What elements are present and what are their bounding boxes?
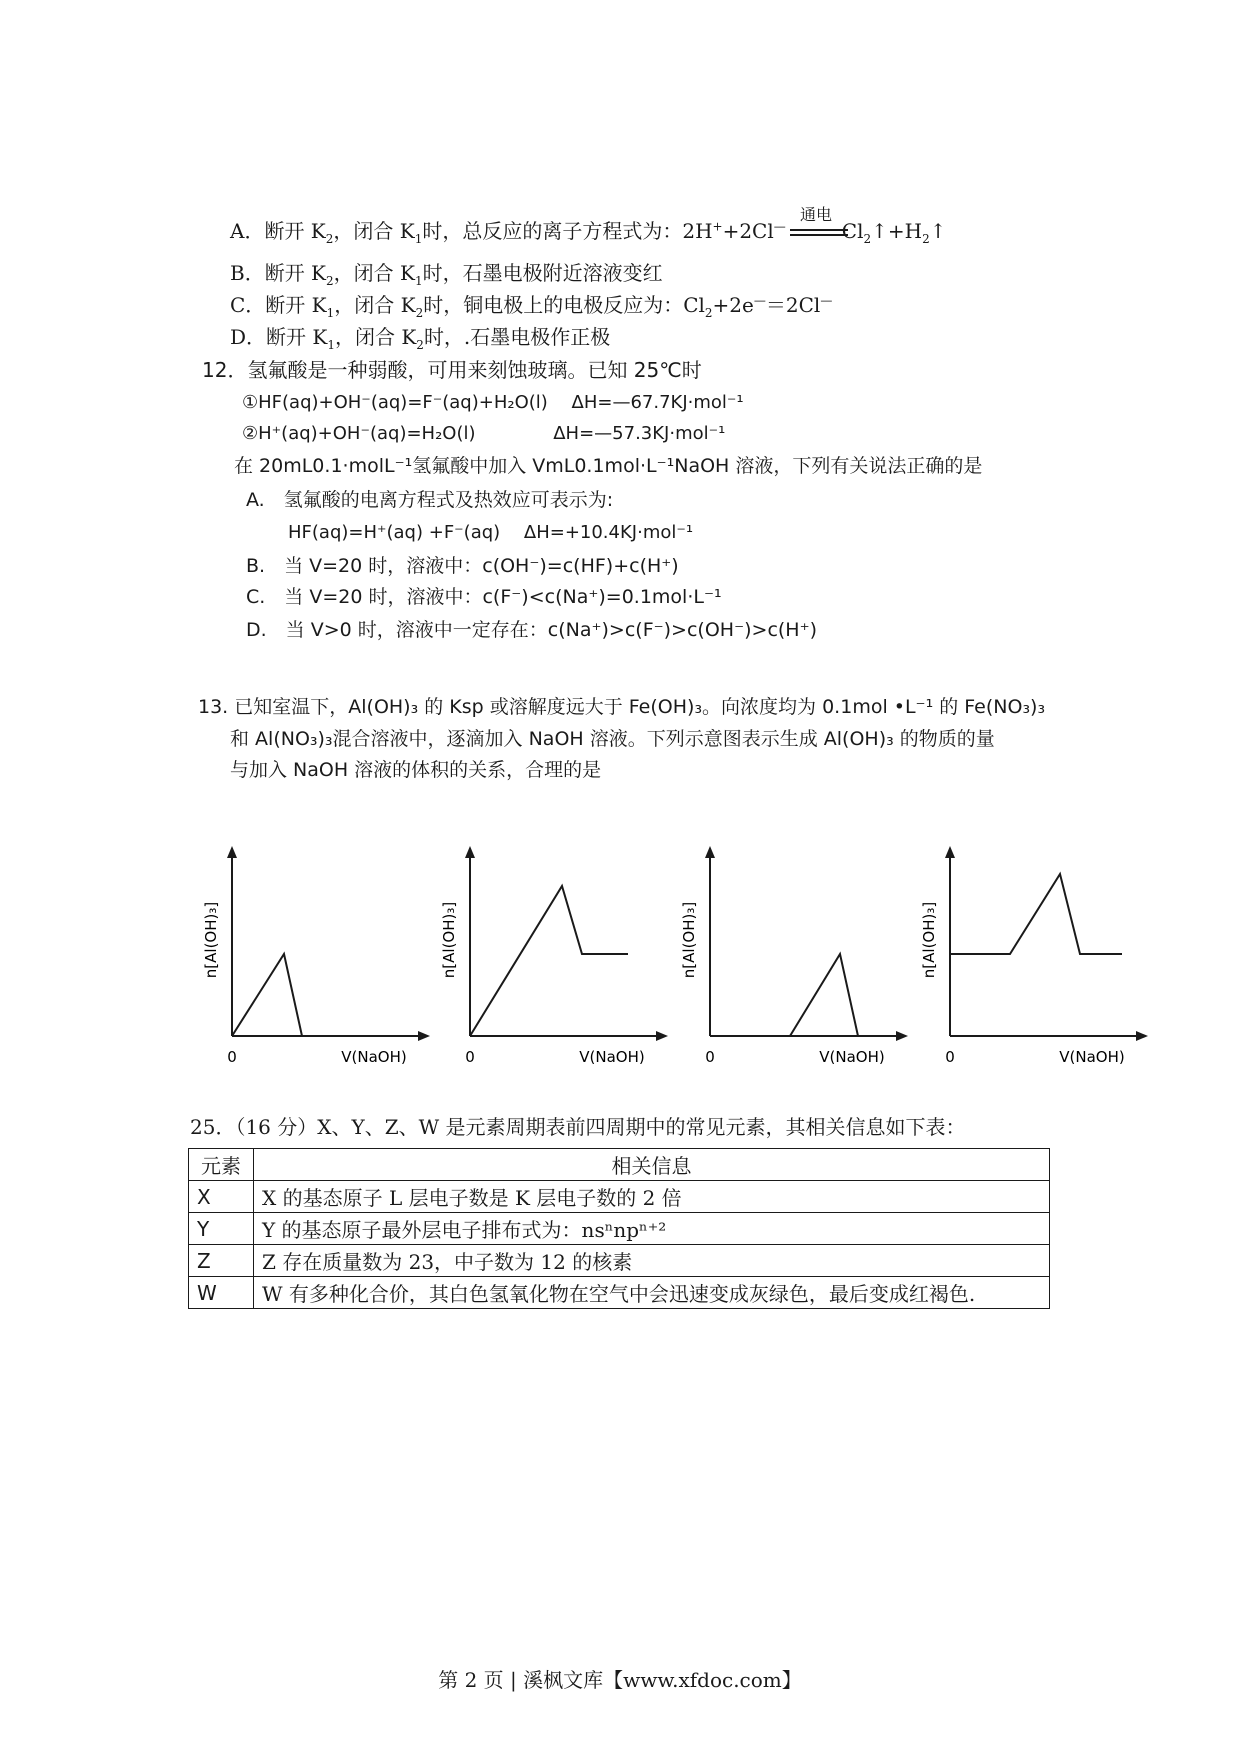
- graph-4-xlabel: V(NaOH): [1059, 1048, 1125, 1066]
- y-axis-arrow: [945, 846, 955, 858]
- table-cell: X: [189, 1181, 254, 1213]
- graph-3-curve: [790, 954, 858, 1036]
- q11-option-b: B．断开 $K_2$，闭合 $K_1$时，石墨电极附近溶液变红: [230, 261, 663, 288]
- graph-1-ylabel: n[Al(OH)₃]: [202, 901, 220, 979]
- q13-line1: 13. 已知室温下，Al(OH)₃ 的 Ksp 或溶解度远大于 Fe(OH)₃。向浓度均为 0.1mol •L⁻¹ 的 Fe(NO₃)₃: [198, 696, 1046, 718]
- q12-eq1: ①HF(aq)+OH⁻(aq)=F⁻(aq)+H₂O(l) ΔH=—67.7KJ·mol⁻¹: [242, 392, 744, 413]
- table-cell: W: [189, 1277, 254, 1309]
- equation-equals-sign: [790, 229, 848, 236]
- graph-3-origin: 0: [705, 1048, 715, 1066]
- table-header-cell: 相关信息: [254, 1149, 1050, 1181]
- q13-line3: 与加入 NaOH 溶液的体积的关系，合理的是: [230, 759, 602, 781]
- x-axis-arrow: [896, 1031, 908, 1041]
- table-cell: W 有多种化合价，其白色氢氧化物在空气中会迅速变成灰绿色，最后变成红褐色.: [254, 1277, 1050, 1309]
- q25-stem: 25．（16 分）X、Y、Z、W 是元素周期表前四周期中的常见元素，其相关信息如下表：: [190, 1115, 966, 1139]
- table-cell: Z: [189, 1245, 254, 1277]
- page-footer: 第 2 页 | 溪枫文库【www.xfdoc.com】: [438, 1668, 802, 1692]
- graph-2-origin: 0: [465, 1048, 475, 1066]
- y-axis-arrow: [227, 846, 237, 858]
- q12-option-a-equation: HF(aq)=H⁺(aq) +F⁻(aq) ΔH=+10.4KJ·mol⁻¹: [288, 522, 694, 543]
- x-axis-arrow: [656, 1031, 668, 1041]
- element-info-table: [188, 1148, 1050, 1309]
- graph-1-origin: 0: [227, 1048, 237, 1066]
- q11-option-a: A．断开 $K_2$，闭合 $K_1$时，总反应的离子方程式为：2H++2Cl— $Cl_2↑+H_2↑$: [230, 219, 947, 246]
- q12-option-d: D. 当 V>0 时，溶液中一定存在：c(Na⁺)>c(F⁻)>c(OH⁻)>c(H⁺): [246, 619, 818, 641]
- q12-option-c: C. 当 V=20 时，溶液中：c(F⁻)<c(Na⁺)=0.1mol·L⁻¹: [246, 586, 722, 608]
- graph-1-xlabel: V(NaOH): [341, 1048, 407, 1066]
- graph-4-curve: [950, 874, 1122, 954]
- table-row: [189, 1213, 1050, 1245]
- q12-stem: 12．氢氟酸是一种弱酸，可用来刻蚀玻璃。已知 25℃时: [202, 358, 702, 382]
- graph-1-curve: [232, 954, 302, 1036]
- q13-line2: 和 Al(NO₃)₃混合溶液中，逐滴加入 NaOH 溶液。下列示意图表示生成 Al(OH)₃ 的物质的量: [230, 728, 995, 750]
- table-row: [189, 1277, 1050, 1309]
- graph-2-xlabel: V(NaOH): [579, 1048, 645, 1066]
- x-axis-arrow: [1136, 1031, 1148, 1041]
- table-cell: X 的基态原子 L 层电子数是 K 层电子数的 2 倍: [254, 1181, 1050, 1213]
- table-header-row: [189, 1149, 1050, 1181]
- table-cell: Y: [189, 1213, 254, 1245]
- table-header-cell: 元素: [189, 1149, 254, 1181]
- q11-option-d: D．断开 $K_1$，闭合 $K_2$时，.石墨电极作正极: [230, 325, 611, 352]
- y-axis-arrow: [465, 846, 475, 858]
- q12-option-a: A. 氢氟酸的电离方程式及热效应可表示为:: [246, 489, 614, 511]
- table-row: [189, 1181, 1050, 1213]
- graph-4-ylabel: n[Al(OH)₃]: [920, 901, 938, 979]
- graph-3-ylabel: n[Al(OH)₃]: [680, 901, 698, 979]
- table-row: [189, 1245, 1050, 1277]
- graph-1: [190, 840, 430, 1080]
- q12-condition: 在 20mL0.1·molL⁻¹氢氟酸中加入 VmL0.1mol·L⁻¹NaOH 溶液，下列有关说法正确的是: [234, 455, 983, 477]
- electrolysis-condition: 通电: [800, 205, 833, 224]
- table-cell: Y 的基态原子最外层电子排布式为：nsⁿnpⁿ⁺²: [254, 1213, 1050, 1245]
- q12-option-b: B. 当 V=20 时，溶液中：c(OH⁻)=c(HF)+c(H⁺): [246, 555, 679, 577]
- graph-2: [428, 840, 668, 1080]
- graph-2-curve: [470, 886, 628, 1036]
- graph-3-xlabel: V(NaOH): [819, 1048, 885, 1066]
- y-axis-arrow: [705, 846, 715, 858]
- graph-4: [908, 840, 1148, 1080]
- graph-3: [668, 840, 908, 1080]
- graph-4-origin: 0: [945, 1048, 955, 1066]
- q12-eq2: ②H⁺(aq)+OH⁻(aq)=H₂O(l) ΔH=—57.3KJ·mol⁻¹: [242, 423, 726, 444]
- q11-option-c: C．断开 $K_1$，闭合 $K_2$时，铜电极上的电极反应为：$Cl_2+2e^—=2Cl^—$: [230, 293, 833, 320]
- graph-2-ylabel: n[Al(OH)₃]: [440, 901, 458, 979]
- table-cell: Z 存在质量数为 23，中子数为 12 的核素: [254, 1245, 1050, 1277]
